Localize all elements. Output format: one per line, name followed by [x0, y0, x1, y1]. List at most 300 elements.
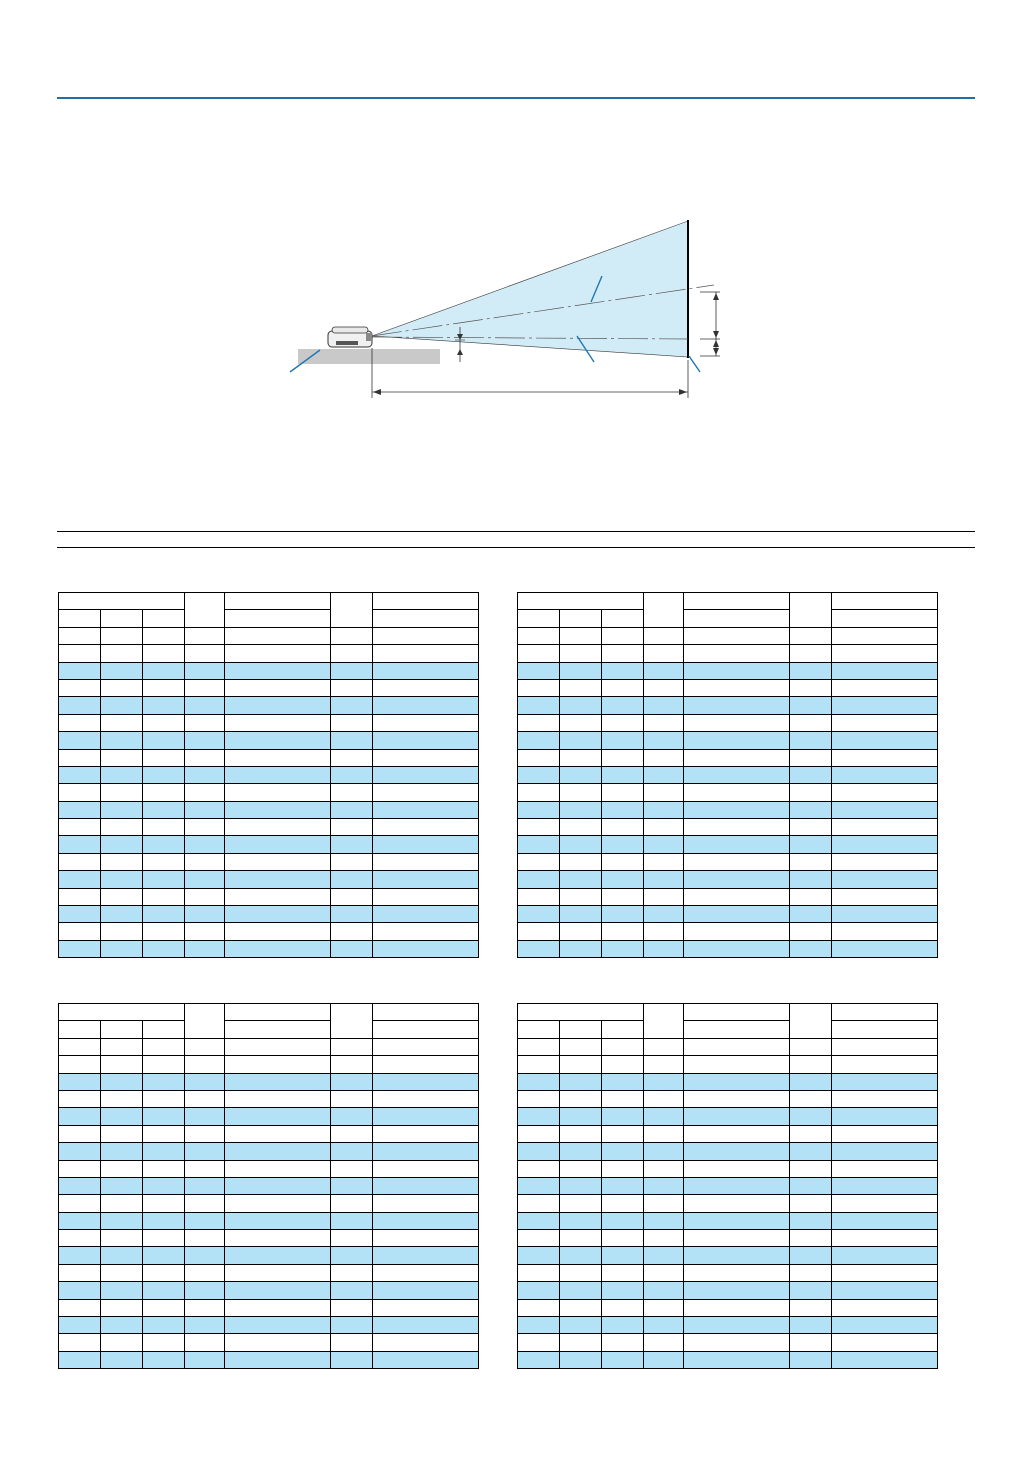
- table-subheader-row: [59, 1021, 479, 1038]
- table-cell: [602, 645, 644, 662]
- header-cell: [518, 593, 644, 610]
- table-cell: [373, 1038, 479, 1055]
- table-cell: [602, 766, 644, 783]
- table-cell: [684, 645, 790, 662]
- table-cell: [331, 819, 373, 836]
- table-cell: [59, 906, 101, 923]
- table-cell: [373, 749, 479, 766]
- table-cell: [832, 1317, 938, 1334]
- table-cell: [373, 697, 479, 714]
- table-cell: [59, 714, 101, 731]
- table-cell: [331, 888, 373, 905]
- table-cell: [644, 697, 684, 714]
- table-cell: [143, 940, 185, 957]
- table-row: [59, 766, 479, 783]
- table-cell: [644, 766, 684, 783]
- table-row: [518, 836, 938, 853]
- table-cell: [644, 1299, 684, 1316]
- table-cell: [790, 627, 832, 644]
- header-cell: [373, 610, 479, 627]
- table-cell: [684, 1108, 790, 1125]
- table-cell: [59, 1195, 101, 1212]
- table-cell: [373, 1351, 479, 1368]
- table-cell: [185, 1108, 225, 1125]
- table-cell: [101, 819, 143, 836]
- table-cell: [602, 784, 644, 801]
- table-cell: [684, 1264, 790, 1281]
- table-cell: [101, 1247, 143, 1264]
- table-cell: [518, 679, 560, 696]
- table-cell: [832, 662, 938, 679]
- table-cell: [790, 645, 832, 662]
- table-cell: [644, 1125, 684, 1142]
- table-cell: [185, 1212, 225, 1229]
- table-cell: [143, 1282, 185, 1299]
- table-cell: [101, 1282, 143, 1299]
- table-row: [59, 1317, 479, 1334]
- table-cell: [185, 1299, 225, 1316]
- table-cell: [101, 1038, 143, 1055]
- table-cell: [225, 1125, 331, 1142]
- table-cell: [684, 714, 790, 731]
- table-row: [518, 1351, 938, 1368]
- table-row: [518, 871, 938, 888]
- table-cell: [602, 1056, 644, 1073]
- table-cell: [518, 749, 560, 766]
- table-cell: [684, 1317, 790, 1334]
- table-cell: [331, 1299, 373, 1316]
- table-cell: [59, 1247, 101, 1264]
- table-cell: [518, 1125, 560, 1142]
- header-cell: [832, 610, 938, 627]
- table-cell: [560, 1108, 602, 1125]
- table-cell: [684, 697, 790, 714]
- table-cell: [373, 819, 479, 836]
- table-cell: [790, 1247, 832, 1264]
- table-cell: [790, 749, 832, 766]
- table-cell: [101, 1230, 143, 1247]
- table-cell: [331, 714, 373, 731]
- table-cell: [143, 1299, 185, 1316]
- table-row: [518, 1125, 938, 1142]
- table-cell: [59, 1108, 101, 1125]
- table-cell: [225, 940, 331, 957]
- table-row: [59, 801, 479, 818]
- table-cell: [644, 1334, 684, 1351]
- table-cell: [59, 1125, 101, 1142]
- table-row: [518, 1334, 938, 1351]
- table-cell: [185, 1282, 225, 1299]
- table-cell: [143, 662, 185, 679]
- table-cell: [832, 923, 938, 940]
- table-cell: [684, 1195, 790, 1212]
- table-cell: [373, 1073, 479, 1090]
- table-row: [59, 1299, 479, 1316]
- table-cell: [101, 784, 143, 801]
- table-cell: [101, 1299, 143, 1316]
- header-cell: [684, 610, 790, 627]
- table-cell: [684, 819, 790, 836]
- table-cell: [518, 940, 560, 957]
- table-cell: [518, 1160, 560, 1177]
- table-cell: [832, 679, 938, 696]
- header-cell: [185, 1004, 225, 1039]
- table-cell: [185, 1247, 225, 1264]
- table-cell: [832, 645, 938, 662]
- table-cell: [331, 732, 373, 749]
- table-row: [518, 853, 938, 870]
- header-cell: [225, 1021, 331, 1038]
- table-cell: [644, 906, 684, 923]
- table-cell: [518, 662, 560, 679]
- table-cell: [790, 1282, 832, 1299]
- header-cell: [832, 1021, 938, 1038]
- table-cell: [602, 679, 644, 696]
- table-cell: [373, 836, 479, 853]
- table-cell: [684, 766, 790, 783]
- table-cell: [143, 1108, 185, 1125]
- table-cell: [644, 749, 684, 766]
- projection-table-top-left: [58, 592, 479, 958]
- table-header-row: [59, 593, 479, 610]
- table-cell: [832, 1264, 938, 1281]
- table-cell: [518, 1351, 560, 1368]
- table-cell: [373, 1230, 479, 1247]
- table-cell: [59, 1143, 101, 1160]
- header-cell: [225, 1004, 331, 1021]
- table-cell: [790, 1108, 832, 1125]
- table-cell: [59, 1264, 101, 1281]
- table-cell: [331, 1212, 373, 1229]
- table-cell: [560, 836, 602, 853]
- table-cell: [185, 1317, 225, 1334]
- table-cell: [790, 697, 832, 714]
- table-cell: [225, 1282, 331, 1299]
- table-cell: [644, 784, 684, 801]
- table-cell: [59, 1056, 101, 1073]
- table-cell: [143, 923, 185, 940]
- table-cell: [331, 1160, 373, 1177]
- table-cell: [644, 853, 684, 870]
- table-row: [518, 1038, 938, 1055]
- table-cell: [602, 940, 644, 957]
- table-header-row: [518, 593, 938, 610]
- table-cell: [331, 1056, 373, 1073]
- projection-beam: [372, 221, 688, 357]
- table-cell: [59, 1351, 101, 1368]
- table-cell: [185, 819, 225, 836]
- table-cell: [518, 1334, 560, 1351]
- table-cell: [684, 1247, 790, 1264]
- table-cell: [101, 1125, 143, 1142]
- table-cell: [331, 679, 373, 696]
- table-cell: [602, 1334, 644, 1351]
- table-cell: [101, 888, 143, 905]
- table-cell: [101, 836, 143, 853]
- table-cell: [644, 1230, 684, 1247]
- table-cell: [644, 1317, 684, 1334]
- table-cell: [143, 1212, 185, 1229]
- header-cell: [331, 593, 373, 628]
- table-cell: [560, 1264, 602, 1281]
- header-cell: [101, 1021, 143, 1038]
- table-cell: [790, 906, 832, 923]
- table-cell: [602, 888, 644, 905]
- table-cell: [143, 1230, 185, 1247]
- table-header-row: [59, 1004, 479, 1021]
- table-row: [59, 1143, 479, 1160]
- table-cell: [185, 1073, 225, 1090]
- table-row: [518, 1195, 938, 1212]
- header-cell: [143, 610, 185, 627]
- table-cell: [790, 1073, 832, 1090]
- table-cell: [185, 801, 225, 818]
- table-cell: [373, 645, 479, 662]
- table-cell: [602, 1090, 644, 1107]
- table-row: [518, 732, 938, 749]
- table-cell: [644, 1247, 684, 1264]
- table-cell: [101, 1143, 143, 1160]
- header-cell: [59, 610, 101, 627]
- table-cell: [832, 1282, 938, 1299]
- table-cell: [143, 853, 185, 870]
- table-cell: [684, 853, 790, 870]
- table-cell: [225, 1230, 331, 1247]
- header-cell: [225, 593, 331, 610]
- table-cell: [684, 627, 790, 644]
- table-row: [59, 627, 479, 644]
- table-cell: [602, 853, 644, 870]
- table-cell: [143, 888, 185, 905]
- table-cell: [101, 645, 143, 662]
- header-cell: [373, 1004, 479, 1021]
- table-row: [518, 1108, 938, 1125]
- table-cell: [602, 662, 644, 679]
- table-cell: [143, 836, 185, 853]
- table-cell: [373, 1299, 479, 1316]
- table-cell: [644, 940, 684, 957]
- table-cell: [518, 871, 560, 888]
- table-row: [518, 801, 938, 818]
- table-cell: [790, 1056, 832, 1073]
- table-row: [59, 1073, 479, 1090]
- table-cell: [185, 1334, 225, 1351]
- table-cell: [225, 749, 331, 766]
- table-row: [59, 714, 479, 731]
- header-cell: [185, 593, 225, 628]
- table-cell: [602, 732, 644, 749]
- table-cell: [790, 662, 832, 679]
- table-cell: [331, 662, 373, 679]
- table-row: [59, 645, 479, 662]
- table-cell: [225, 627, 331, 644]
- table-cell: [101, 1195, 143, 1212]
- table-cell: [790, 871, 832, 888]
- table-cell: [684, 679, 790, 696]
- table-cell: [790, 1195, 832, 1212]
- table-cell: [790, 819, 832, 836]
- table-cell: [225, 1056, 331, 1073]
- table-row: [518, 1317, 938, 1334]
- table-cell: [602, 906, 644, 923]
- table-cell: [143, 1143, 185, 1160]
- table-cell: [790, 1212, 832, 1229]
- table-cell: [832, 1073, 938, 1090]
- table-cell: [101, 906, 143, 923]
- table-row: [59, 1264, 479, 1281]
- table-cell: [684, 749, 790, 766]
- table-cell: [185, 1230, 225, 1247]
- table-cell: [373, 853, 479, 870]
- table-cell: [602, 714, 644, 731]
- table-cell: [101, 749, 143, 766]
- table-cell: [602, 697, 644, 714]
- table-cell: [518, 1056, 560, 1073]
- table-cell: [373, 1143, 479, 1160]
- table-cell: [373, 1317, 479, 1334]
- header-cell: [59, 593, 185, 610]
- table-row: [59, 906, 479, 923]
- table-cell: [832, 697, 938, 714]
- table-cell: [101, 714, 143, 731]
- table-cell: [225, 1264, 331, 1281]
- table-cell: [101, 923, 143, 940]
- table-cell: [832, 819, 938, 836]
- table-cell: [373, 940, 479, 957]
- table-row: [518, 1299, 938, 1316]
- table-row: [59, 923, 479, 940]
- table-cell: [225, 1351, 331, 1368]
- table-cell: [143, 871, 185, 888]
- table-row: [518, 1282, 938, 1299]
- table-cell: [143, 1247, 185, 1264]
- table-cell: [373, 906, 479, 923]
- table-cell: [331, 749, 373, 766]
- table-cell: [790, 1230, 832, 1247]
- table-cell: [684, 1230, 790, 1247]
- table-cell: [373, 1108, 479, 1125]
- table-cell: [101, 766, 143, 783]
- table-cell: [832, 1038, 938, 1055]
- table-cell: [832, 627, 938, 644]
- table-cell: [373, 714, 479, 731]
- table-cell: [101, 940, 143, 957]
- header-cell: [602, 1021, 644, 1038]
- table-cell: [684, 732, 790, 749]
- table-cell: [143, 1090, 185, 1107]
- table-cell: [373, 923, 479, 940]
- table-cell: [644, 1212, 684, 1229]
- table-cell: [101, 697, 143, 714]
- table-cell: [832, 1212, 938, 1229]
- table-row: [518, 1143, 938, 1160]
- table-cell: [518, 923, 560, 940]
- table-cell: [59, 766, 101, 783]
- table-cell: [225, 645, 331, 662]
- table-cell: [143, 1351, 185, 1368]
- table-cell: [225, 679, 331, 696]
- table-cell: [143, 1073, 185, 1090]
- table-cell: [790, 679, 832, 696]
- table-cell: [790, 732, 832, 749]
- table-cell: [644, 1351, 684, 1368]
- table-cell: [684, 1090, 790, 1107]
- table-cell: [644, 923, 684, 940]
- table-cell: [832, 1160, 938, 1177]
- table-cell: [185, 697, 225, 714]
- table-cell: [331, 697, 373, 714]
- header-cell: [790, 1004, 832, 1039]
- table-cell: [143, 1056, 185, 1073]
- table-row: [518, 645, 938, 662]
- table-cell: [331, 1247, 373, 1264]
- table-cell: [684, 1056, 790, 1073]
- table-cell: [59, 645, 101, 662]
- table-cell: [560, 645, 602, 662]
- table-cell: [143, 906, 185, 923]
- projection-table-top-right: [517, 592, 938, 958]
- table-cell: [832, 853, 938, 870]
- header-cell: [373, 1021, 479, 1038]
- table-cell: [832, 1143, 938, 1160]
- table-cell: [832, 1090, 938, 1107]
- table-cell: [790, 1125, 832, 1142]
- table-cell: [832, 766, 938, 783]
- table-subheader-row: [59, 610, 479, 627]
- table-cell: [518, 714, 560, 731]
- table-cell: [331, 1230, 373, 1247]
- table-cell: [101, 1160, 143, 1177]
- table-row: [59, 1056, 479, 1073]
- table-cell: [602, 1125, 644, 1142]
- table-cell: [59, 627, 101, 644]
- header-cell: [602, 610, 644, 627]
- table-cell: [518, 766, 560, 783]
- table-header-row: [518, 1004, 938, 1021]
- table-cell: [684, 1177, 790, 1194]
- table-cell: [59, 836, 101, 853]
- table-cell: [225, 853, 331, 870]
- table-cell: [560, 1125, 602, 1142]
- table-cell: [644, 714, 684, 731]
- table-cell: [602, 1212, 644, 1229]
- table-cell: [225, 801, 331, 818]
- table-cell: [225, 819, 331, 836]
- table-cell: [59, 1160, 101, 1177]
- table-cell: [59, 732, 101, 749]
- table-row: [59, 1334, 479, 1351]
- header-cell: [59, 1004, 185, 1021]
- table-cell: [602, 1247, 644, 1264]
- table-cell: [602, 1299, 644, 1316]
- table-cell: [560, 749, 602, 766]
- table-cell: [101, 871, 143, 888]
- table-cell: [560, 1090, 602, 1107]
- table-cell: [143, 1160, 185, 1177]
- table-cell: [331, 645, 373, 662]
- table-cell: [185, 871, 225, 888]
- table-cell: [331, 766, 373, 783]
- table-cell: [602, 836, 644, 853]
- table-cell: [225, 906, 331, 923]
- header-cell: [832, 593, 938, 610]
- table-cell: [684, 1038, 790, 1055]
- table-cell: [560, 1334, 602, 1351]
- table-cell: [101, 679, 143, 696]
- table-cell: [518, 906, 560, 923]
- table-cell: [684, 1143, 790, 1160]
- table-cell: [790, 888, 832, 905]
